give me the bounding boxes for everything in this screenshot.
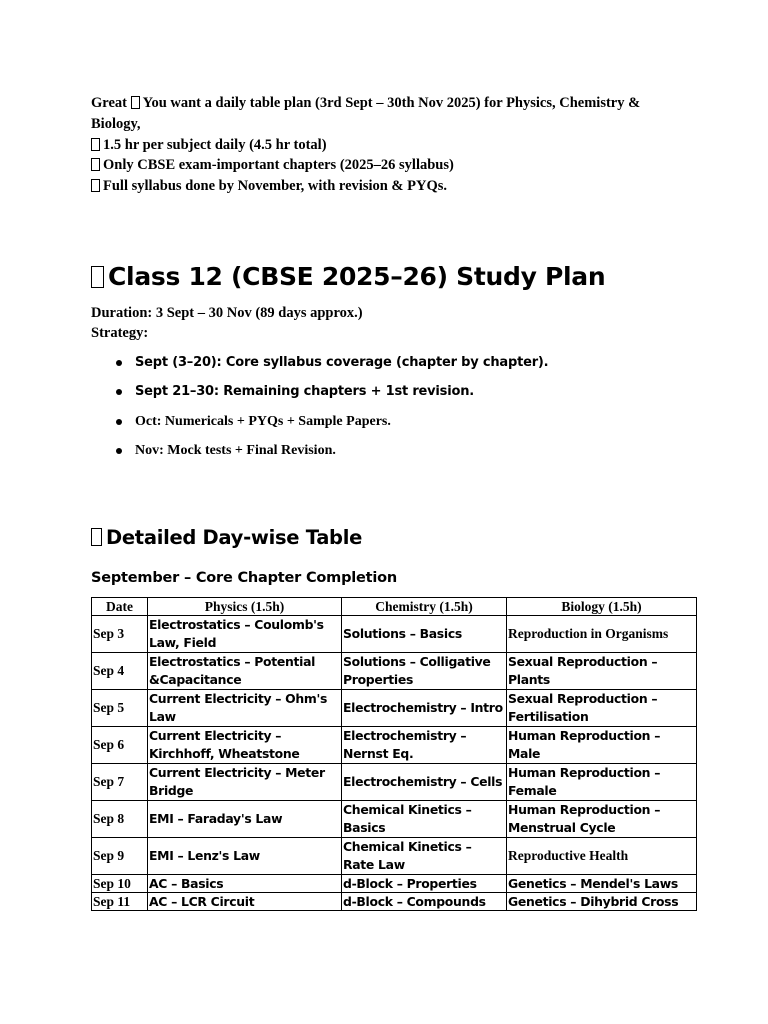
physics-cell: EMI – Lenz's Law (148, 838, 342, 875)
physics-cell: Electrostatics – Potential &Capacitance (148, 653, 342, 690)
date-cell: Sep 6 (92, 727, 148, 764)
table-row (92, 893, 697, 911)
biology-cell: Reproduction in Organisms (507, 616, 697, 653)
physics-cell: EMI – Faraday's Law (148, 801, 342, 838)
intro-line-4 (91, 176, 691, 197)
intro-line-1 (91, 93, 691, 135)
chemistry-cell: d-Block – Properties (342, 875, 507, 893)
column-header-physics: Physics (1.5h) (148, 598, 342, 616)
intro-block (91, 93, 691, 197)
biology-cell: Genetics – Dihybrid Cross (507, 893, 697, 911)
intro-line-3 (91, 155, 691, 176)
physics-cell: AC – Basics (148, 875, 342, 893)
emoji-placeholder-icon (131, 96, 140, 109)
chemistry-cell: Solutions – Colligative Properties (342, 653, 507, 690)
chemistry-cell: Chemical Kinetics – Basics (342, 801, 507, 838)
strategy-item (135, 440, 548, 469)
chemistry-cell: Electrochemistry – Intro (342, 690, 507, 727)
emoji-placeholder-icon (91, 266, 104, 288)
column-header-chemistry: Chemistry (1.5h) (342, 598, 507, 616)
intro-line-1-text: You want a daily table plan (3rd Sept – 30th Nov 2025) for Physics, Chemistry & Biology, (91, 95, 641, 132)
bullet-icon (116, 419, 122, 425)
column-header-biology: Biology (1.5h) (507, 598, 697, 616)
table-row (92, 690, 697, 727)
biology-cell: Human Reproduction – Menstrual Cycle (507, 801, 697, 838)
strategy-item (135, 352, 548, 381)
strategy-item-text: Nov: Mock tests + Final Revision. (135, 442, 336, 458)
bullet-icon (116, 448, 122, 454)
table-row (92, 653, 697, 690)
date-cell: Sep 7 (92, 764, 148, 801)
physics-cell: Electrostatics – Coulomb's Law, Field (148, 616, 342, 653)
plan-title (91, 258, 605, 296)
table-row (92, 838, 697, 875)
date-cell: Sep 5 (92, 690, 148, 727)
chemistry-cell: d-Block – Compounds (342, 893, 507, 911)
biology-cell: Human Reproduction – Female (507, 764, 697, 801)
section-title (91, 523, 362, 553)
emoji-placeholder-icon (91, 528, 102, 546)
physics-cell: AC – LCR Circuit (148, 893, 342, 911)
chemistry-cell: Chemical Kinetics – Rate Law (342, 838, 507, 875)
plan-duration: Duration: 3 Sept – 30 Nov (89 days approx.) (91, 305, 363, 321)
table-row (92, 727, 697, 764)
date-cell: Sep 3 (92, 616, 148, 653)
intro-line-3-text: Only CBSE exam-important chapters (2025–26 syllabus) (103, 157, 454, 174)
table-row (92, 764, 697, 801)
biology-cell: Sexual Reproduction – Plants (507, 653, 697, 690)
date-cell: Sep 8 (92, 801, 148, 838)
section-title-text: Detailed Day-wise Table (106, 526, 363, 549)
plan-strategy-label: Strategy: (91, 324, 149, 341)
month-title: September – Core Chapter Completion (91, 570, 398, 586)
chemistry-cell: Solutions – Basics (342, 616, 507, 653)
chemistry-cell: Electrochemistry – Cells (342, 764, 507, 801)
strategy-item-text: Sept 21–30: Remaining chapters + 1st revision. (135, 384, 474, 400)
intro-line-4-text: Full syllabus done by November, with revision & PYQs. (103, 178, 448, 195)
plan-title-text: Class 12 (CBSE 2025–26) Study Plan (108, 262, 606, 291)
physics-cell: Current Electricity – Meter Bridge (148, 764, 342, 801)
date-cell: Sep 9 (92, 838, 148, 875)
physics-cell: Current Electricity – Kirchhoff, Wheatstone (148, 727, 342, 764)
emoji-placeholder-icon (91, 179, 100, 192)
table-row (92, 801, 697, 838)
strategy-item (135, 411, 548, 440)
strategy-item (135, 381, 548, 410)
plan-meta (91, 304, 363, 343)
biology-cell: Genetics – Mendel's Laws (507, 875, 697, 893)
physics-cell: Current Electricity – Ohm's Law (148, 690, 342, 727)
date-cell: Sep 11 (92, 893, 148, 911)
chemistry-cell: Electrochemistry – Nernst Eq. (342, 727, 507, 764)
date-cell: Sep 4 (92, 653, 148, 690)
bullet-icon (116, 360, 122, 366)
table-header-row (92, 598, 697, 616)
biology-cell: Human Reproduction – Male (507, 727, 697, 764)
intro-line-2 (91, 135, 691, 156)
table-row (92, 616, 697, 653)
intro-great: Great (91, 95, 127, 111)
date-cell: Sep 10 (92, 875, 148, 893)
biology-cell: Reproductive Health (507, 838, 697, 875)
study-plan-table (91, 597, 697, 911)
emoji-placeholder-icon (91, 138, 100, 151)
emoji-placeholder-icon (91, 158, 100, 171)
strategy-item-text: Sept (3–20): Core syllabus coverage (chapter by chapter). (135, 355, 549, 370)
column-header-date: Date (92, 598, 148, 616)
strategy-item-text: Oct: Numericals + PYQs + Sample Papers. (135, 413, 391, 429)
biology-cell: Sexual Reproduction – Fertilisation (507, 690, 697, 727)
table-row (92, 875, 697, 893)
intro-line-2-text: 1.5 hr per subject daily (4.5 hr total) (103, 136, 327, 153)
bullet-icon (116, 389, 122, 395)
strategy-list (91, 352, 548, 469)
